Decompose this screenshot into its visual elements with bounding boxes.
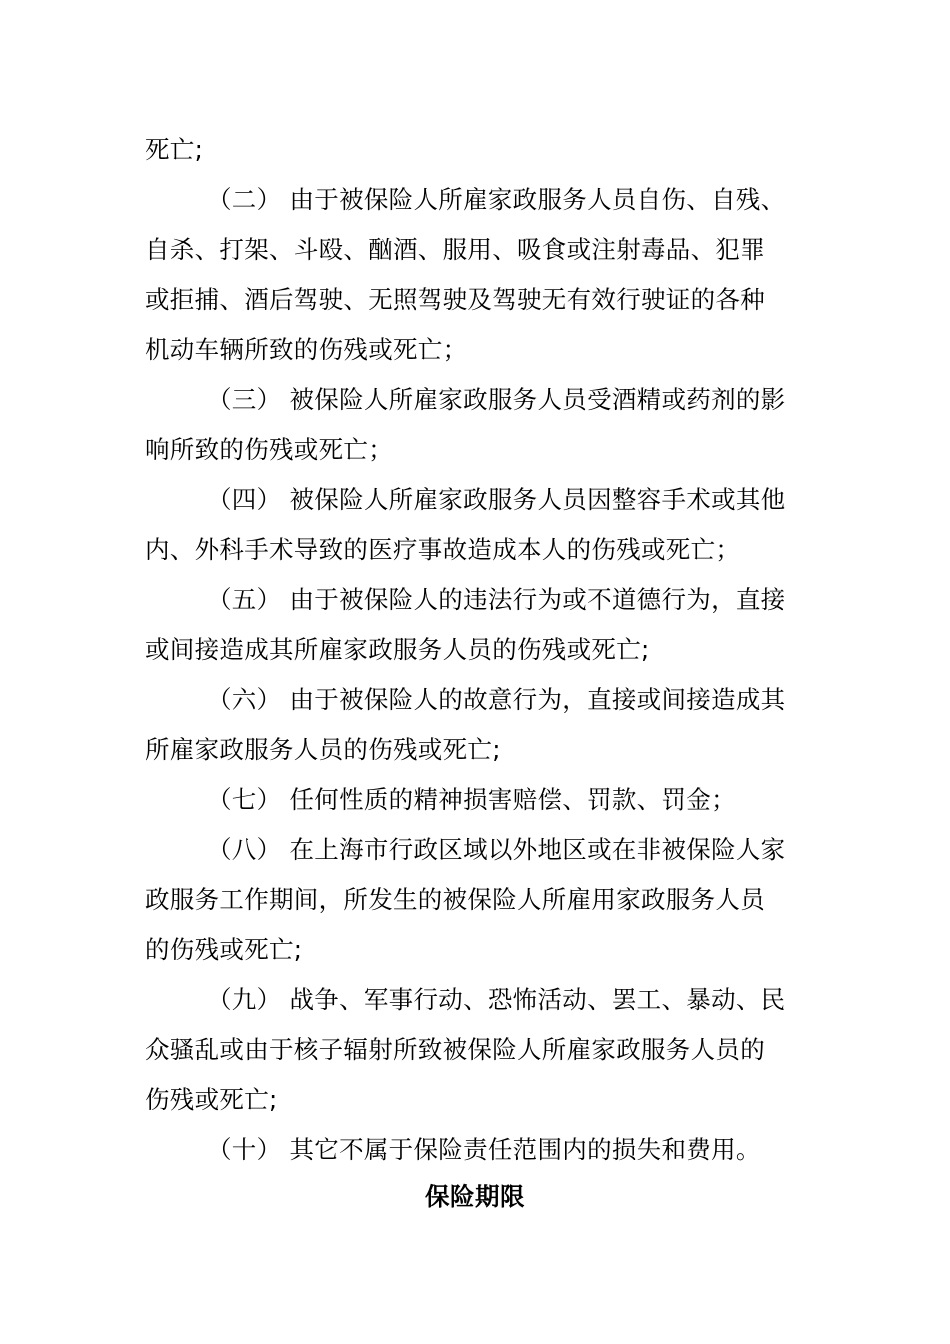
text-line: 或拒捕、酒后驾驶、无照驾驶及驾驶无有效行驶证的各种 bbox=[145, 285, 765, 314]
section-heading: 保险期限 bbox=[425, 1182, 525, 1211]
exclusion-item-2: （二） 由于被保险人所雇家政服务人员自伤、自残、 bbox=[207, 185, 786, 214]
exclusion-item-5: （五） 由于被保险人的违法行为或不道德行为，直接 bbox=[207, 585, 786, 614]
exclusion-item-6: （六） 由于被保险人的故意行为，直接或间接造成其 bbox=[207, 685, 786, 714]
exclusion-item-8: （八） 在上海市行政区域以外地区或在非被保险人家 bbox=[207, 835, 786, 864]
exclusion-item-4: （四） 被保险人所雇家政服务人员因整容手术或其他 bbox=[207, 485, 786, 514]
exclusion-item-9: （九） 战争、军事行动、恐怖活动、罢工、暴动、民 bbox=[207, 985, 786, 1014]
text-line: 内、外科手术导致的医疗事故造成本人的伤残或死亡； bbox=[145, 535, 741, 564]
text-line: 自杀、打架、斗殴、酗酒、服用、吸食或注射毒品、犯罪 bbox=[145, 235, 765, 264]
exclusion-item-10: （十） 其它不属于保险责任范围内的损失和费用。 bbox=[207, 1135, 761, 1164]
text-line: 死亡; bbox=[145, 135, 204, 164]
exclusion-item-3: （三） 被保险人所雇家政服务人员受酒精或药剂的影 bbox=[207, 385, 786, 414]
text-line: 所雇家政服务人员的伤残或死亡; bbox=[145, 735, 501, 764]
text-line: 伤残或死亡; bbox=[145, 1085, 278, 1114]
text-line: 政服务工作期间，所发生的被保险人所雇用家政服务人员 bbox=[145, 885, 765, 914]
exclusion-item-7: （七） 任何性质的精神损害赔偿、罚款、罚金； bbox=[207, 785, 736, 814]
text-line: 的伤残或死亡; bbox=[145, 935, 303, 964]
text-line: 响所致的伤残或死亡； bbox=[145, 435, 393, 464]
text-line: 众骚乱或由于核子辐射所致被保险人所雇家政服务人员的 bbox=[145, 1035, 765, 1064]
text-line: 或间接造成其所雇家政服务人员的伤残或死亡; bbox=[145, 635, 650, 664]
text-line: 机动车辆所致的伤残或死亡； bbox=[145, 335, 468, 364]
